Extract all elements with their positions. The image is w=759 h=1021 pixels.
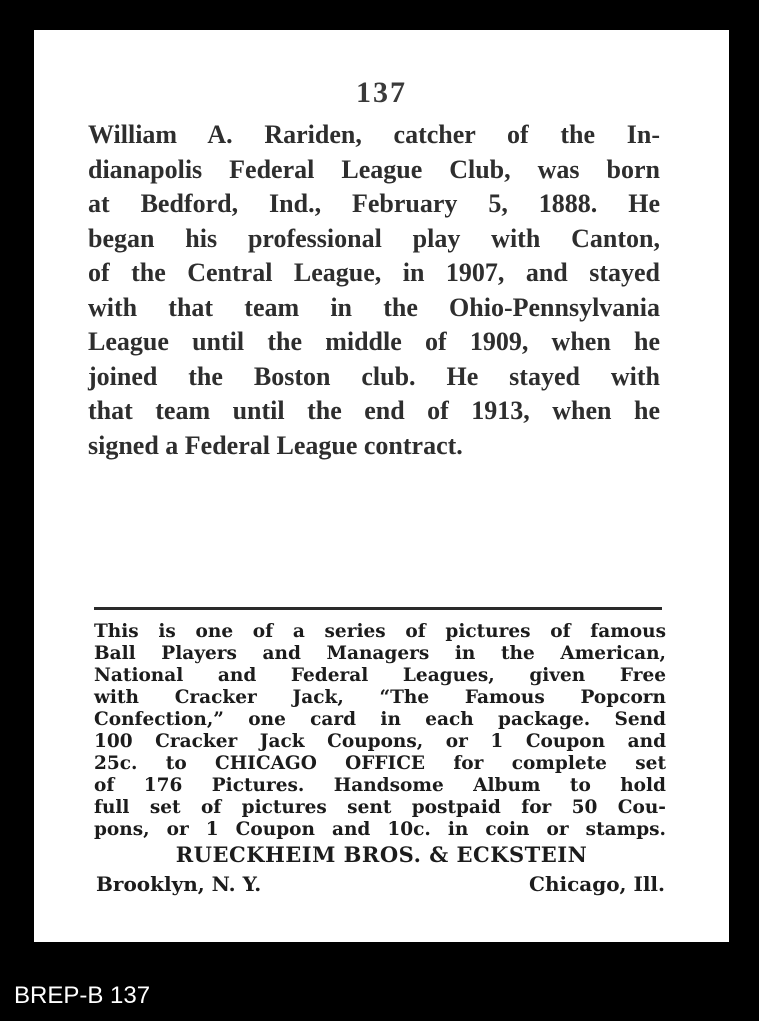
promo-line: 25c. to CHICAGO OFFICE for complete set — [94, 753, 666, 774]
bio-line: began his professional play with Canton, — [88, 223, 660, 253]
bio-line: dianapolis Federal League Club, was born — [88, 154, 660, 184]
bio-line: that team until the end of 1913, when he — [88, 396, 660, 425]
promo-line: with Cracker Jack, “The Famous Popcorn — [94, 687, 666, 708]
card-number: 137 — [356, 76, 407, 109]
bio-line: joined the Boston club. He stayed with — [88, 361, 660, 391]
bio-line: of the Central League, in 1907, and stayed — [88, 258, 660, 287]
bio-line: William A. Rariden, catcher of the In- — [88, 120, 660, 149]
bio-line: League until the middle of 1909, when he — [88, 327, 660, 356]
bio-line: signed a Federal League contract. — [88, 430, 463, 460]
card-back — [34, 30, 729, 942]
publisher-name: RUECKHEIM BROS. & ECKSTEIN — [175, 842, 588, 867]
promo-line: of 176 Pictures. Handsome Album to hold — [94, 775, 666, 796]
promo-line: 100 Cracker Jack Coupons, or 1 Coupon and — [94, 731, 666, 752]
divider-rule — [94, 607, 662, 610]
city-chicago: Chicago, Ill. — [529, 872, 665, 896]
promo-line: This is one of a series of pictures of famous — [94, 621, 666, 642]
item-id-label: BREP-B 137 — [14, 982, 151, 1009]
promo-line: National and Federal Leagues, given Free — [94, 665, 666, 686]
city-brooklyn: Brooklyn, N. Y. — [96, 872, 262, 896]
promo-text — [94, 621, 666, 841]
promo-line: pons, or 1 Coupon and 10c. in coin or stamps. — [94, 819, 666, 840]
promo-line: full set of pictures sent postpaid for 50 Cou- — [94, 797, 666, 818]
bio-line: at Bedford, Ind., February 5, 1888. He — [88, 189, 660, 218]
promo-line: Confection,” one card in each package. Send — [94, 709, 666, 730]
promo-line: Ball Players and Managers in the American, — [94, 643, 666, 664]
player-biography — [88, 118, 660, 463]
bio-line: with that team in the Ohio-Pennsylvania — [88, 292, 660, 322]
